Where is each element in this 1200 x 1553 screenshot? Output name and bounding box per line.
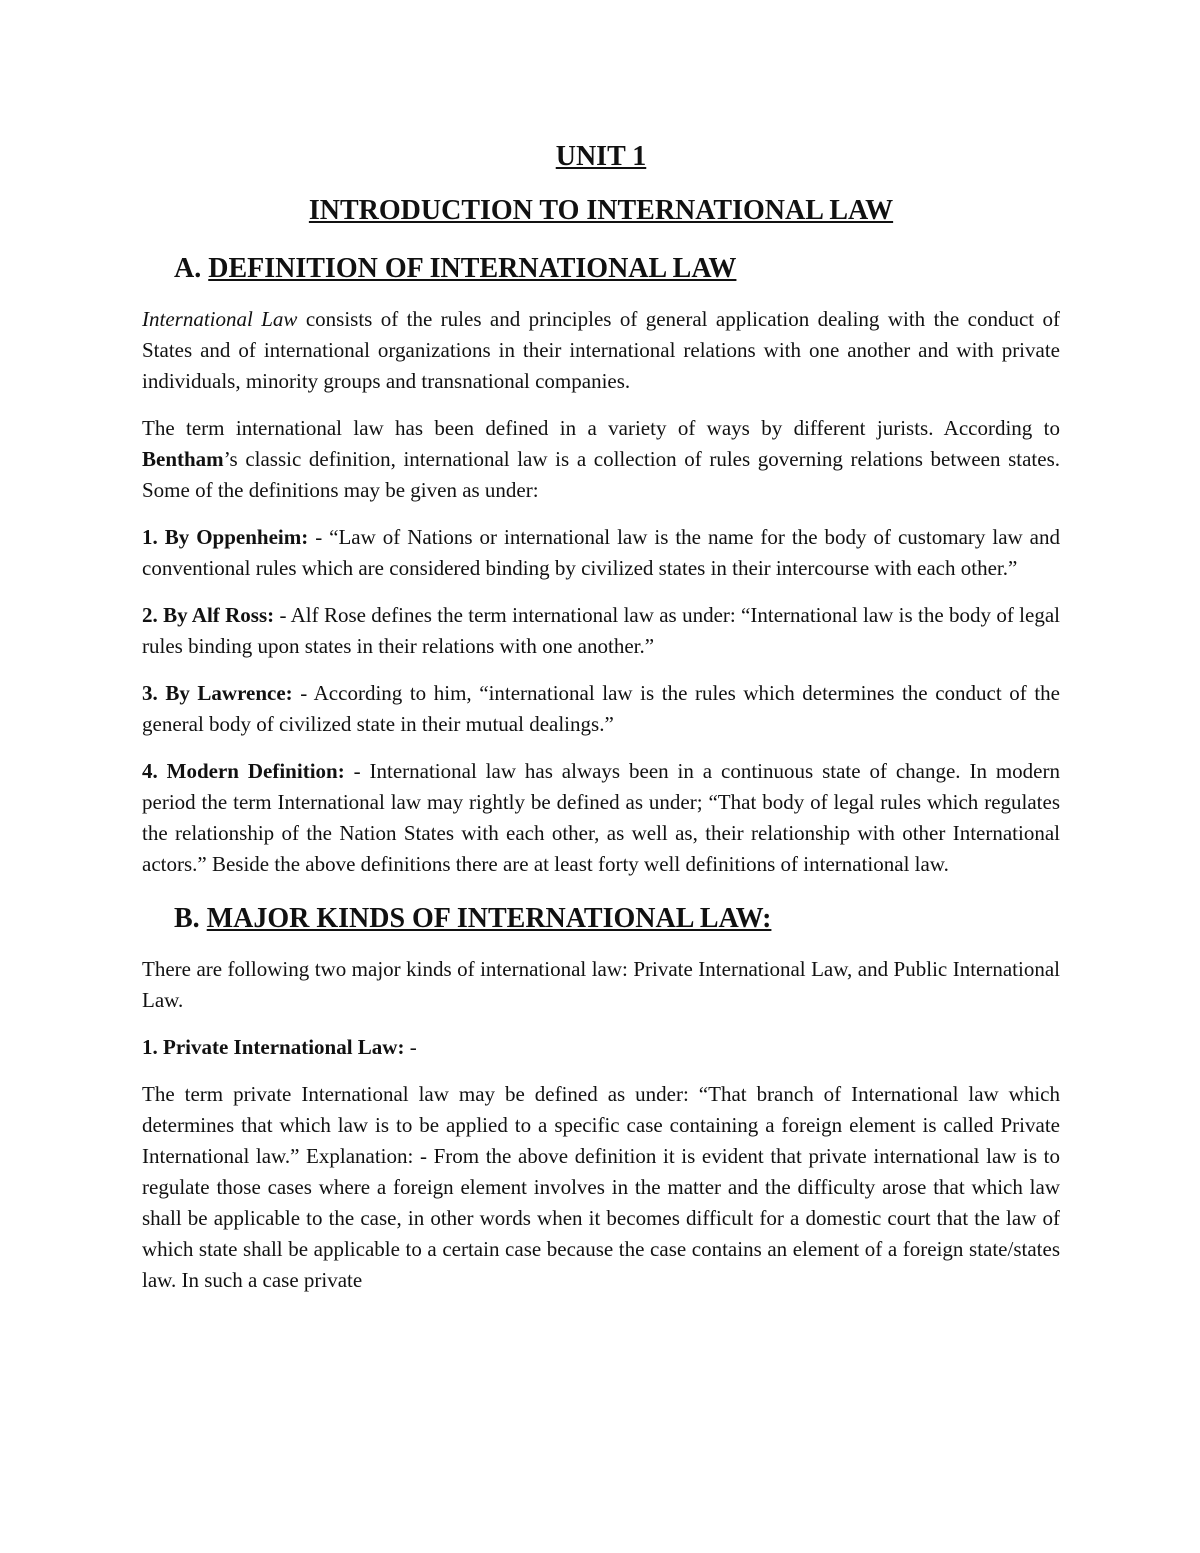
definition-modern bbox=[142, 756, 1060, 880]
definition-heading: 2. By Alf Ross: bbox=[142, 603, 275, 627]
para2-start: The term international law has been defined in a variety of ways by different jurists. According to bbox=[142, 416, 1060, 440]
unit-title: UNIT 1 bbox=[555, 141, 647, 172]
definition-oppenheim bbox=[142, 522, 1060, 584]
intro-paragraph bbox=[142, 304, 1060, 397]
definition-text: - International law has always been in a continuous state of change. In modern period the term International law may rightly be defined as under; “That body of legal rules which regulates the relationship of the Nation States with each other, as well as, their relationship with other International actors.” Beside the above definitions there are at least forty well definitions of international law. bbox=[142, 759, 1060, 876]
definition-alf-ross bbox=[142, 600, 1060, 662]
definition-text: - Alf Rose defines the term international law as under: “International law is the body of legal rules binding upon states in their relations with one another.” bbox=[142, 603, 1060, 658]
bentham-name: Bentham bbox=[142, 447, 224, 471]
definition-heading: 4. Modern Definition: bbox=[142, 759, 345, 783]
document-content bbox=[142, 140, 1060, 1312]
section-b-heading bbox=[174, 902, 1060, 936]
intro-italic-term: International Law bbox=[142, 307, 298, 331]
section-a-title: DEFINITION OF INTERNATIONAL LAW bbox=[208, 253, 737, 284]
para2-end: ’s classic definition, international law is a collection of rules governing relations between states. Some of the definitions may be given as under: bbox=[142, 447, 1060, 502]
intro-text: consists of the rules and principles of general application dealing with the conduct of States and of international organizations in their international relations with one another and with private individuals, minority groups and transnational companies. bbox=[142, 307, 1060, 393]
private-law-paragraph: The term private International law may be defined as under: “That branch of International law which determines that which law is to be applied to a specific case containing a foreign element is called Private International law.” Explanation: - From the above definition it is evident that private international law is to regulate those cases where a foreign element involves in the matter and the difficulty arose that which law shall be applicable to the case, in other words when it becomes difficult for a domestic court that the law of which state shall be applicable to a certain case because the case contains an element of a foreign state/states law. In such a case private bbox=[142, 1082, 1060, 1292]
private-law-heading-suffix: - bbox=[404, 1035, 417, 1059]
definition-text: - “Law of Nations or international law is the name for the body of customary law and conventional rules which are considered binding by civilized states in their intercourse with each other.” bbox=[142, 525, 1060, 580]
section-b-label: B. bbox=[174, 903, 200, 934]
definition-text: - According to him, “international law is the rules which determines the conduct of the general body of civilized state in their mutual dealings.” bbox=[142, 681, 1060, 736]
document-title: INTRODUCTION TO INTERNATIONAL LAW bbox=[308, 195, 894, 226]
section-b-title: MAJOR KINDS OF INTERNATIONAL LAW: bbox=[206, 903, 772, 934]
definition-heading: 1. By Oppenheim: bbox=[142, 525, 309, 549]
definition-heading: 3. By Lawrence: bbox=[142, 681, 293, 705]
kinds-intro-paragraph: There are following two major kinds of international law: Private International Law, and Public International Law. bbox=[142, 957, 1060, 1012]
definition-lawrence bbox=[142, 678, 1060, 740]
definitions-overview-paragraph bbox=[142, 413, 1060, 506]
private-law-heading-line bbox=[142, 1032, 1060, 1063]
section-a-heading bbox=[174, 252, 1060, 286]
private-law-heading: 1. Private International Law: bbox=[142, 1035, 405, 1059]
section-a-label: A. bbox=[174, 253, 202, 284]
